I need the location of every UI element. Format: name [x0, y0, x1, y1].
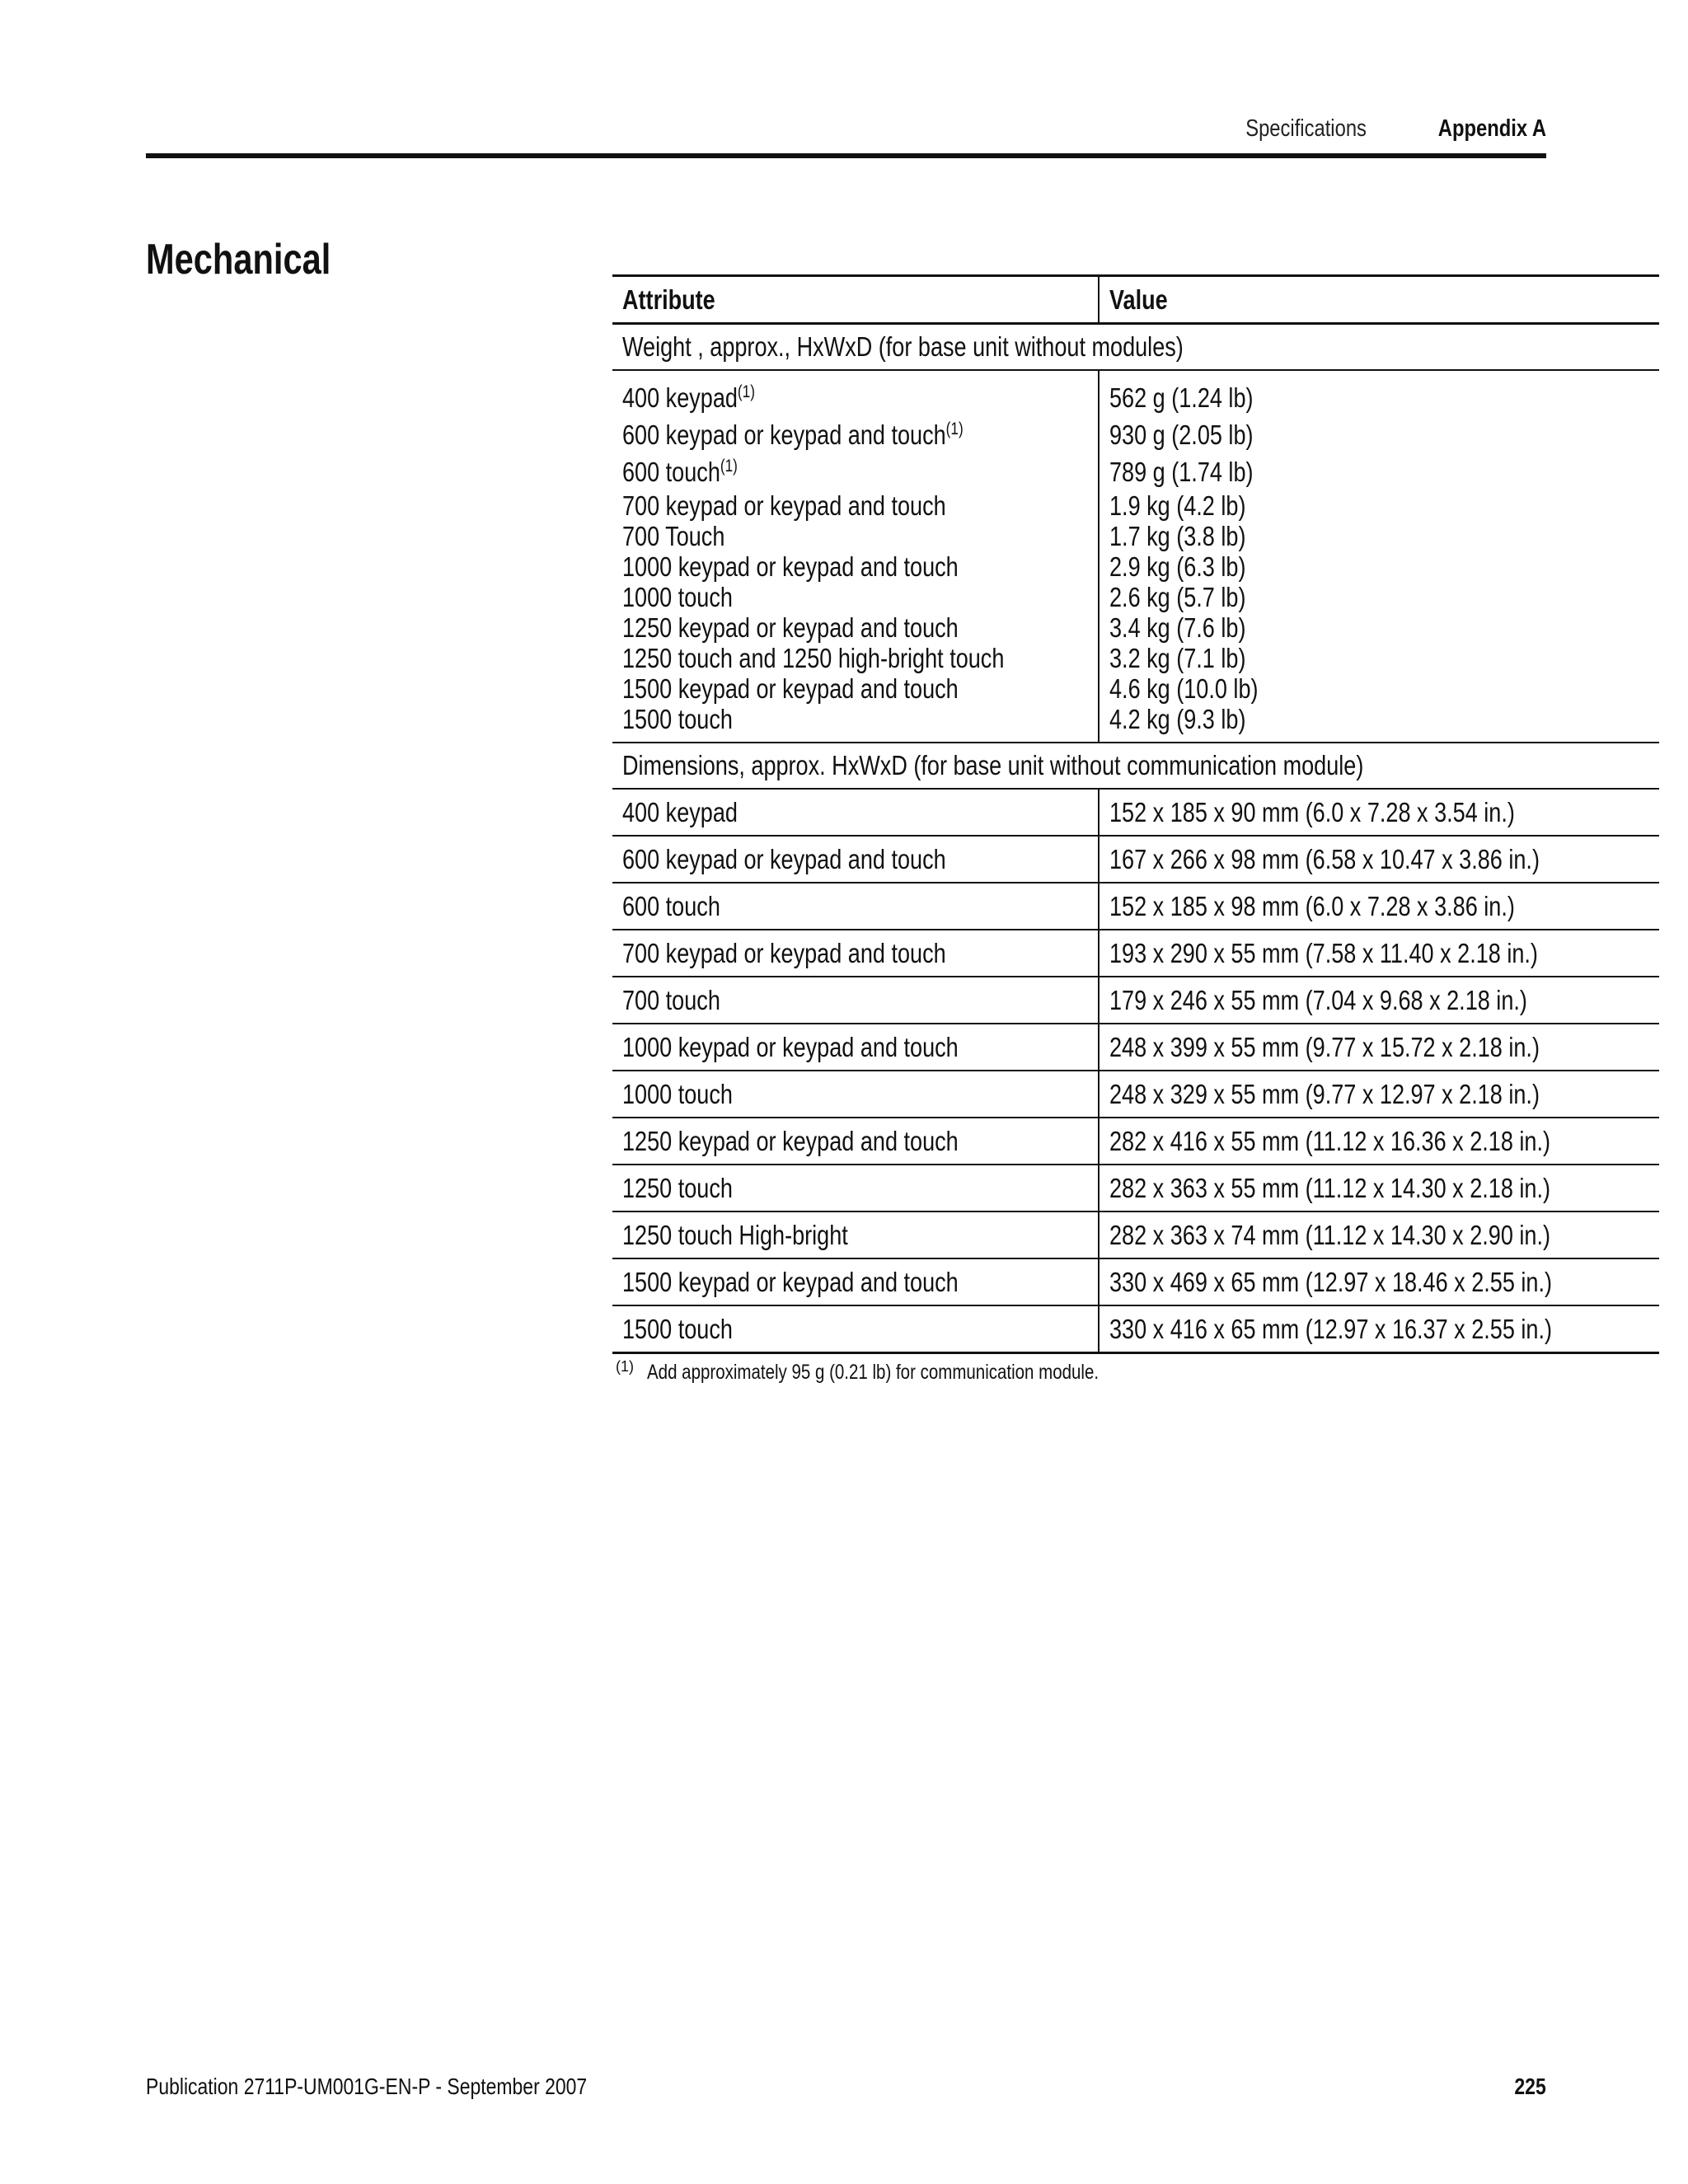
dimension-value: 330 x 416 x 65 mm (12.97 x 16.37 x 2.55 in.): [1099, 1305, 1659, 1353]
header-appendix: Appendix A: [1437, 115, 1546, 142]
table-row: [612, 836, 1659, 883]
weight-attribute: 1000 keypad or keypad and touch: [622, 551, 959, 582]
table-row: [612, 1258, 1659, 1305]
weight-value: 4.6 kg (10.0 lb): [1109, 673, 1259, 704]
weight-value: 930 g (2.05 lb): [1109, 419, 1254, 450]
weight-attribute: 1500 touch: [622, 704, 733, 734]
dimension-value: 248 x 329 x 55 mm (9.77 x 12.97 x 2.18 in.): [1099, 1071, 1659, 1118]
table-header-row: [612, 276, 1659, 324]
weight-attribute: 400 keypad$^{(1)}$: [622, 382, 755, 413]
table-row: [612, 1305, 1659, 1353]
footnote-ref: (1): [737, 382, 755, 401]
dimension-attribute: 1250 touch: [612, 1165, 1099, 1212]
footnote-mark: (1): [616, 1358, 634, 1375]
table-row: [612, 977, 1659, 1024]
dimension-attribute: 600 keypad or keypad and touch: [612, 836, 1099, 883]
header-section: Specifications: [1245, 115, 1367, 142]
dimension-value: 179 x 246 x 55 mm (7.04 x 9.68 x 2.18 in.): [1099, 977, 1659, 1024]
dimension-attribute: 1000 touch: [612, 1071, 1099, 1118]
weight-value: 2.9 kg (6.3 lb): [1109, 551, 1246, 582]
dimension-attribute: 1500 keypad or keypad and touch: [612, 1258, 1099, 1305]
weight-value: 1.9 kg (4.2 lb): [1109, 490, 1246, 521]
table-row: [612, 789, 1659, 836]
footnote-ref: (1): [945, 419, 964, 438]
dimension-attribute: 1250 keypad or keypad and touch: [612, 1118, 1099, 1165]
dimension-value: 282 x 416 x 55 mm (11.12 x 16.36 x 2.18 in.): [1099, 1118, 1659, 1165]
dimension-attribute: 700 keypad or keypad and touch: [612, 930, 1099, 977]
dimension-value: 152 x 185 x 98 mm (6.0 x 7.28 x 3.86 in.): [1099, 883, 1659, 930]
table-row-weights: [612, 370, 1659, 743]
dimension-attribute: 400 keypad: [612, 789, 1099, 836]
weight-value: 3.2 kg (7.1 lb): [1109, 643, 1246, 673]
dimension-value: 248 x 399 x 55 mm (9.77 x 15.72 x 2.18 in.): [1099, 1024, 1659, 1071]
dimension-attribute: 600 touch: [612, 883, 1099, 930]
table-row: [612, 1071, 1659, 1118]
dimension-value: 282 x 363 x 74 mm (11.12 x 14.30 x 2.90 in.): [1099, 1212, 1659, 1258]
page-header: [1219, 115, 1546, 143]
dimension-value: 330 x 469 x 65 mm (12.97 x 18.46 x 2.55 in.): [1099, 1258, 1659, 1305]
table-row: [612, 930, 1659, 977]
table-row: [612, 1024, 1659, 1071]
dimension-value: 167 x 266 x 98 mm (6.58 x 10.47 x 3.86 in.): [1099, 836, 1659, 883]
dimension-attribute: 700 touch: [612, 977, 1099, 1024]
group-row-dimensions: [612, 743, 1659, 789]
dimension-attribute: 1500 touch: [612, 1305, 1099, 1353]
group-label-weight: Weight , approx., HxWxD (for base unit without modules): [612, 324, 1659, 371]
footnote-text: Add approximately 95 g (0.21 lb) for communication module.: [647, 1361, 1100, 1385]
weight-attribute: 700 keypad or keypad and touch: [622, 490, 946, 521]
mechanical-spec-table: [612, 274, 1659, 1354]
weight-value: 2.6 kg (5.7 lb): [1109, 582, 1246, 612]
column-header-attribute: Attribute: [612, 276, 1099, 324]
weights-value-cell: [1099, 370, 1659, 743]
weight-attribute: 1500 keypad or keypad and touch: [622, 673, 959, 704]
weight-attribute: 700 Touch: [622, 521, 725, 551]
weight-attribute: 1250 touch and 1250 high-bright touch: [622, 643, 1005, 673]
weight-value: 562 g (1.24 lb): [1109, 382, 1254, 413]
footnote: [616, 1358, 1198, 1385]
weight-value: 789 g (1.74 lb): [1109, 457, 1254, 487]
footer-publication: Publication 2711P-UM001G-EN-P - September 2007: [146, 2074, 588, 2099]
weight-attribute: 600 touch$^{(1)}$: [622, 457, 738, 487]
table-row: [612, 1212, 1659, 1258]
dimension-value: 152 x 185 x 90 mm (6.0 x 7.28 x 3.54 in.): [1099, 789, 1659, 836]
footer-page-number: 225: [1514, 2074, 1546, 2099]
header-rule: [146, 153, 1546, 158]
weight-value: 4.2 kg (9.3 lb): [1109, 704, 1246, 734]
table-row: [612, 1165, 1659, 1212]
weight-attribute: 600 keypad or keypad and touch$^{(1)}$: [622, 419, 964, 450]
dimension-attribute: 1000 keypad or keypad and touch: [612, 1024, 1099, 1071]
dimension-value: 282 x 363 x 55 mm (11.12 x 14.30 x 2.18 in.): [1099, 1165, 1659, 1212]
group-row-weight: [612, 324, 1659, 371]
weights-attribute-cell: [612, 370, 1099, 743]
weight-value: 3.4 kg (7.6 lb): [1109, 612, 1246, 643]
section-title: Mechanical: [146, 236, 331, 284]
dimension-attribute: 1250 touch High-bright: [612, 1212, 1099, 1258]
weight-value: 1.7 kg (3.8 lb): [1109, 521, 1246, 551]
footnote-ref: (1): [720, 457, 738, 476]
group-label-dimensions: Dimensions, approx. HxWxD (for base unit without communication module): [612, 743, 1659, 789]
table-row: [612, 883, 1659, 930]
dimension-value: 193 x 290 x 55 mm (7.58 x 11.40 x 2.18 in.): [1099, 930, 1659, 977]
weight-attribute: 1250 keypad or keypad and touch: [622, 612, 959, 643]
weight-attribute: 1000 touch: [622, 582, 733, 612]
column-header-value: Value: [1099, 276, 1659, 324]
table-row: [612, 1118, 1659, 1165]
